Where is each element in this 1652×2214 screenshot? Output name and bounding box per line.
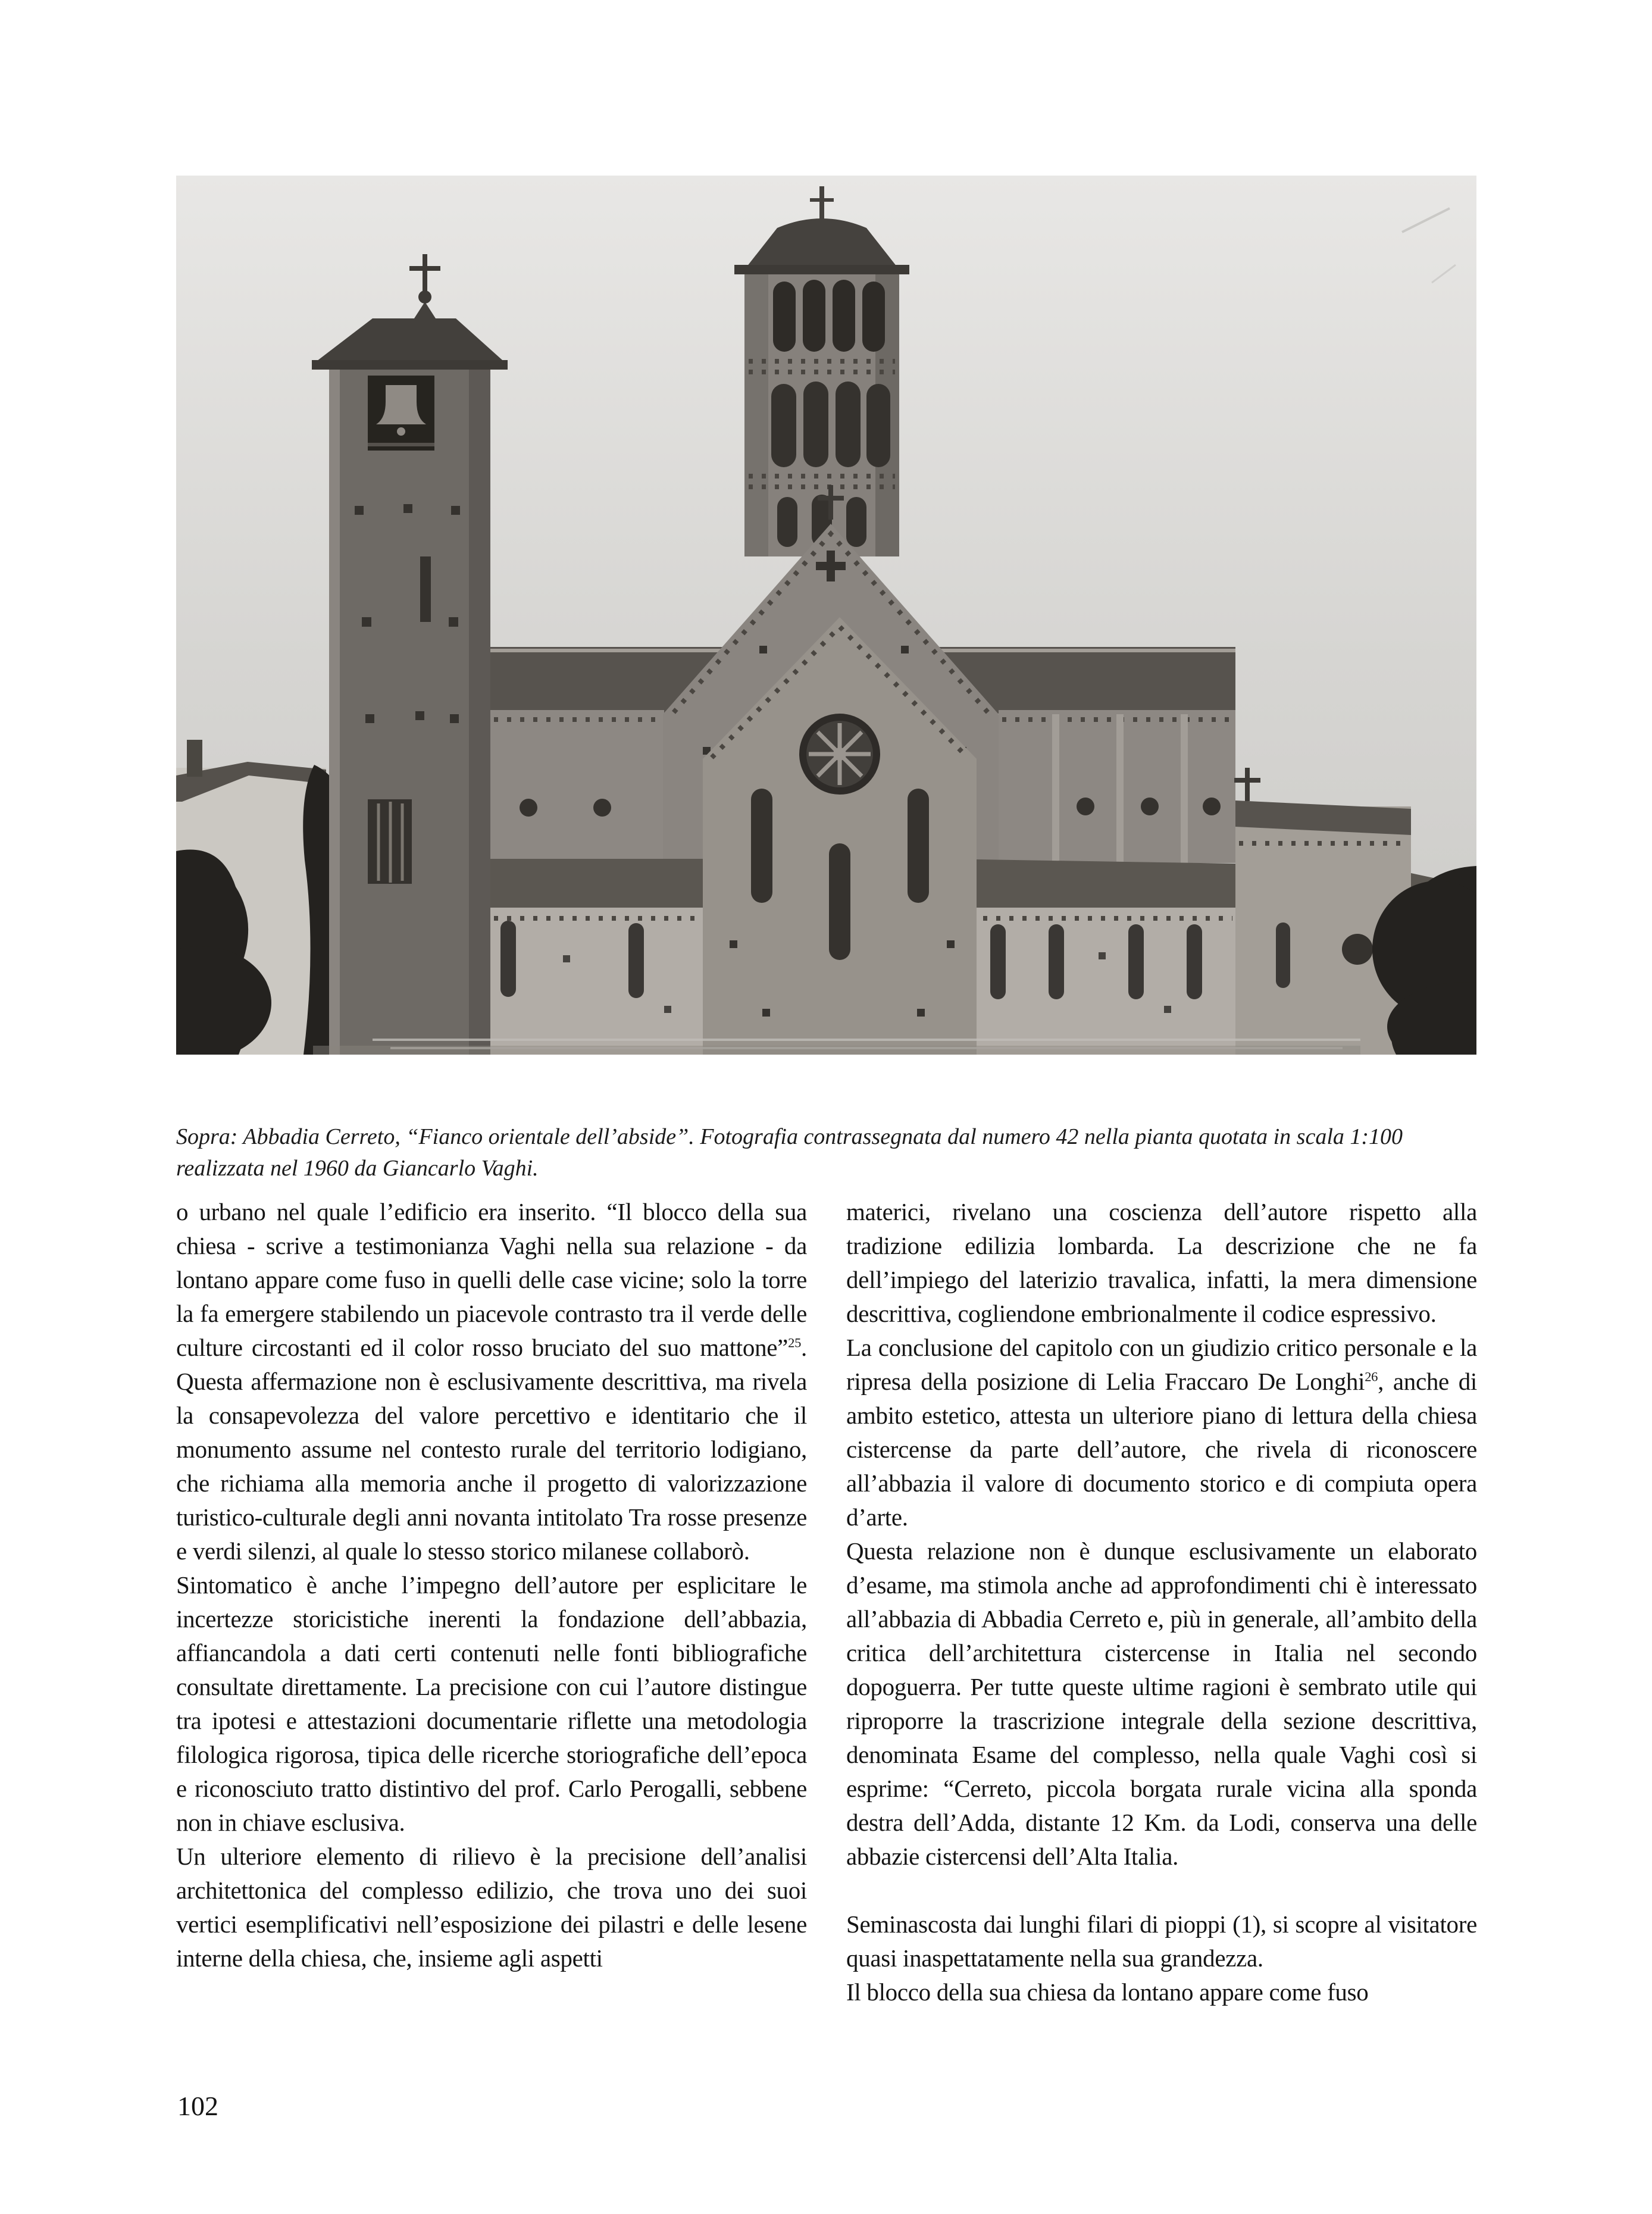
church-photo-drawing <box>176 176 1476 1055</box>
paragraph: Sintomatico è anche l’impegno dell’autore per esplicitare le incertezze storicistiche inerenti la fondazione dell’abbazia, affiancandola a dati certi contenuti nelle fonti bibliografiche consultate direttamente. La precisione con cui l’autore distingue tra ipotesi e attestazioni documentarie riflette una metodologia filologica rigorosa, tipica delle ricerche storiografiche dell’epoca e riconosciuto tratto distintivo del prof. Carlo Perogalli, sebbene non in chiave esclusiva. <box>176 1571 807 1836</box>
left-column <box>176 1195 807 1975</box>
paragraph: materici, rivelano una coscienza dell’autore rispetto alla tradizione edilizia lombarda. La descrizione che ne fa dell’impiego del laterizio travalica, infatti, la mera dimensione descrittiva, cogliendone embrionalmente il codice espressivo. <box>846 1198 1477 1327</box>
bell-tower <box>312 254 508 1055</box>
right-clerestory-wall <box>999 710 1235 863</box>
paragraph-text: La conclusione del capitolo con un giudizio critico personale e la ripresa della posizione di Lelia Fraccaro De Longhi <box>846 1334 1477 1395</box>
left-aisle <box>490 859 703 1055</box>
right-column <box>846 1195 1477 2009</box>
paragraph: Il blocco della sua chiesa da lontano appare come fuso <box>846 1978 1369 2006</box>
paragraph: Un ulteriore elemento di rilievo è la precisione dell’analisi architettonica del complesso edilizio, che trova uno dei suoi vertici esemplificativi nell’esposizione dei pilastri e delle lesene interne della chiesa, che, insieme agli aspetti <box>176 1843 807 1972</box>
paragraph <box>846 1331 1477 1534</box>
paragraph: Questa relazione non è dunque esclusivamente un elaborato d’esame, ma stimola anche ad approfondimenti chi è interessato all’abbazia di Abbadia Cerreto e, più in generale, all’ambito della critica dell’architettura cistercense in Italia nel secondo dopoguerra. Per tutte queste ultime ragioni è sembrato utile qui riproporre la trascrizione integrale della sezione descrittiva, denominata Esame del complesso, nella quale Vaghi così si esprime: “Cerreto, piccola borgata rurale vicina alla sponda destra dell’Adda, distante 12 Km. da Lodi, conserva una delle abbazie cistercensi dell’Alta Italia. <box>846 1537 1477 1870</box>
grass-strip <box>313 1046 1360 1055</box>
paragraph <box>176 1195 807 1568</box>
text-columns <box>176 1195 1477 2124</box>
paragraph-text: , anche di ambito estetico, attesta un ulteriore piano di lettura della chiesa cistercense da parte dell’autore, che rivela di riconoscere all’abbazia il valore di documento storico e di compiuta opera d’arte. <box>846 1368 1477 1531</box>
paragraph-text: . Questa affermazione non è esclusivamente descrittiva, ma rivela la consapevolezza del valore percettivo e identitario che il monumento assume nel contesto rurale del territorio lodigiano, che richiama alla memoria anche il progetto di valorizzazione turistico-culturale degli anni novanta intitolato Tra rosse presenze e verdi silenzi, al quale lo stesso storico milanese collaborò. <box>176 1334 807 1565</box>
footnote-reference: 25 <box>788 1335 802 1350</box>
page-number: 102 <box>177 2091 218 2121</box>
left-clerestory-wall <box>490 710 664 863</box>
right-aisle <box>941 859 1235 1055</box>
paragraph: Seminascosta dai lunghi filari di pioppi (1), si scopre al visitatore quasi inaspettatamente nella sua grandezza. <box>846 1910 1477 1972</box>
photo-caption: Sopra: Abbadia Cerreto, “Fianco orientale dell’abside”. Fotografia contrassegnata dal numero 42 nella pianta quotata in scala 1:100 realizzata nel 1960 da Giancarlo Vaghi. <box>176 1124 1403 1181</box>
paragraph-text: o urbano nel quale l’edificio era inserito. “Il blocco della sua chiesa - scrive a testimonianza Vaghi nella sua relazione - da lontano appare come fuso in quelli delle case vicine; solo la torre la fa emergere stabilendo un piacevole contrasto tra il verde delle culture circostanti ed il color rosso bruciato del suo mattone” <box>176 1198 807 1361</box>
footnote-reference: 26 <box>1365 1369 1378 1384</box>
church-photograph <box>176 176 1476 1055</box>
